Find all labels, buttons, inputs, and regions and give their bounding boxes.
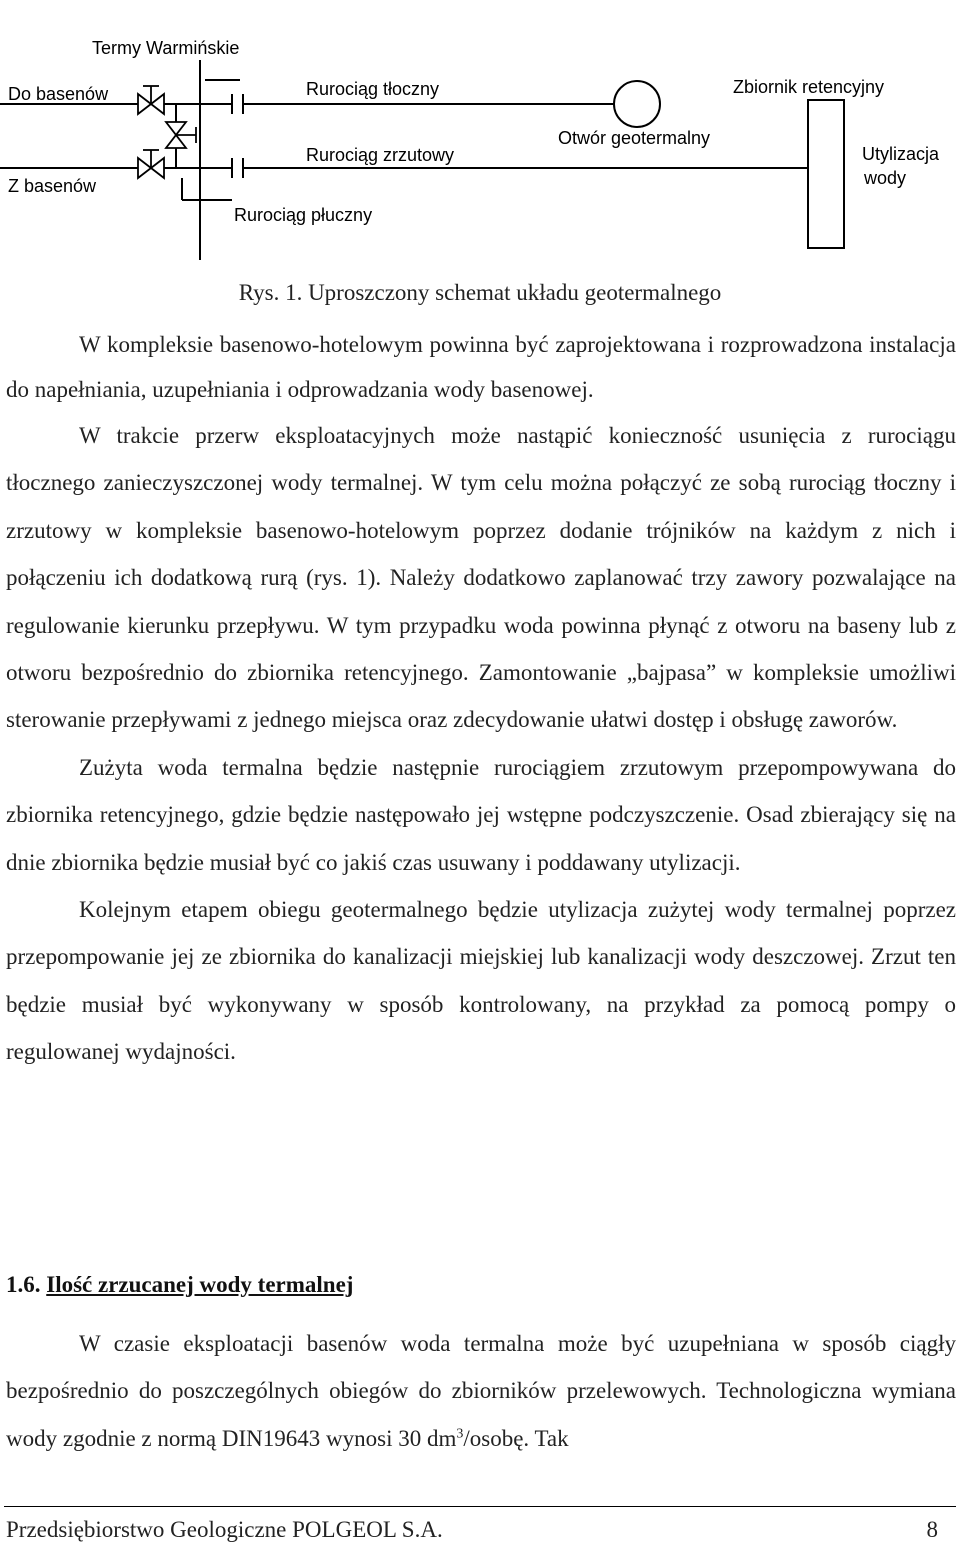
- paragraph-5-tail: /osobę. Tak: [463, 1425, 569, 1451]
- footer-rule: [4, 1506, 956, 1507]
- geothermal-schematic: [0, 20, 960, 260]
- superscript-3: 3: [456, 1426, 464, 1442]
- paragraph-3: Zużyta woda termalna będzie następnie rurociągiem zrzutowym przepompowywana do zbiornika retencyjnego, gdzie będzie następowało jej wstępne podczyszczenie. Osad zbierający się na dnie zbiornika będzie musiał być co jakiś czas usuwany i poddawany utylizacji.: [6, 754, 956, 875]
- geothermal-well-symbol: [614, 81, 660, 127]
- label-utylizacja: Utylizacja: [862, 144, 940, 164]
- figure-caption: Rys. 1. Uproszczony schemat układu geotermalnego: [238, 280, 722, 305]
- paragraph-5: [6, 1320, 956, 1462]
- paragraph-2: W trakcie przerw eksploatacyjnych może nastąpić konieczność usunięcia z rurociągu tłocznego zanieczyszczonej wody termalnej. W tym celu można połączyć ze sobą rurociąg tłoczny i zrzutowy w kompleksie basenowo-hotelowym poprzez dodanie trójników na każdym z nich i połączeniu ich dodatkową rurą (rys. 1). Należy dodatkowo zaplanować trzy zawory pozwalające na regulowanie kierunku przepływu. W tym przypadku woda powinna płynąć z otworu na baseny lub z otworu bezpośrednio do zbiornika retencyjnego. Zamontowanie „bajpasa” w kompleksie umożliwi sterowanie przepływami z jednego miejsca oraz zdecydowanie ułatwi dostęp i obsługę zaworów.: [6, 423, 956, 733]
- page-number: 8: [926, 1517, 938, 1542]
- page-footer: [6, 1515, 950, 1545]
- label-z-basenow: Z basenów: [8, 176, 97, 196]
- retention-tank-symbol: [808, 100, 844, 248]
- label-do-basenow: Do basenów: [8, 84, 109, 104]
- body-text-block-2: [6, 1320, 956, 1462]
- footer-company: Przedsiębiorstwo Geologiczne POLGEOL S.A.: [6, 1517, 443, 1542]
- label-rurociag-pluczny: Rurociąg płuczny: [234, 205, 373, 225]
- label-rurociag-tloczny: Rurociąg tłoczny: [306, 79, 440, 99]
- schematic-svg: [0, 20, 960, 260]
- section-heading-block: [6, 1270, 956, 1300]
- body-text-block-1: [6, 322, 956, 1076]
- section-heading: [6, 1270, 956, 1300]
- paragraph-5-text: W czasie eksploatacji basenów woda termalna może być uzupełniana w sposób ciągły bezpośrednio do poszczególnych obiegów do zbiorników przelewowych. Technologiczna wymiana wody zgodnie z normą DIN19643 wynosi 30 dm: [6, 1331, 956, 1451]
- paragraph-4: Kolejnym etapem obiegu geotermalnego będzie utylizacja zużytej wody termalnej poprzez przepompowanie jej ze zbiornika do kanalizacji miejskiej lub kanalizacji wody deszczowej. Zrzut ten będzie musiał być wykonywany w sposób kontrolowany, na przykład za pomocą pompy o regulowanej wydajności.: [6, 897, 956, 1065]
- section-title: Ilość zrzucanej wody termalnej: [46, 1272, 354, 1297]
- label-otwor-geotermalny: Otwór geotermalny: [558, 128, 711, 148]
- label-termy-warminskie: Termy Warmińskie: [92, 38, 240, 58]
- section-number: 1.6.: [6, 1272, 41, 1297]
- label-rurociag-zrzutowy: Rurociąg zrzutowy: [306, 145, 455, 165]
- label-zbiornik-retencyjny: Zbiornik retencyjny: [733, 77, 885, 97]
- paragraph-1: W kompleksie basenowo-hotelowym powinna być zaprojektowana i rozprowadzona instalacja do napełniania, uzupełniania i odprowadzania wody basenowej.: [6, 332, 956, 402]
- label-wody: wody: [864, 168, 907, 188]
